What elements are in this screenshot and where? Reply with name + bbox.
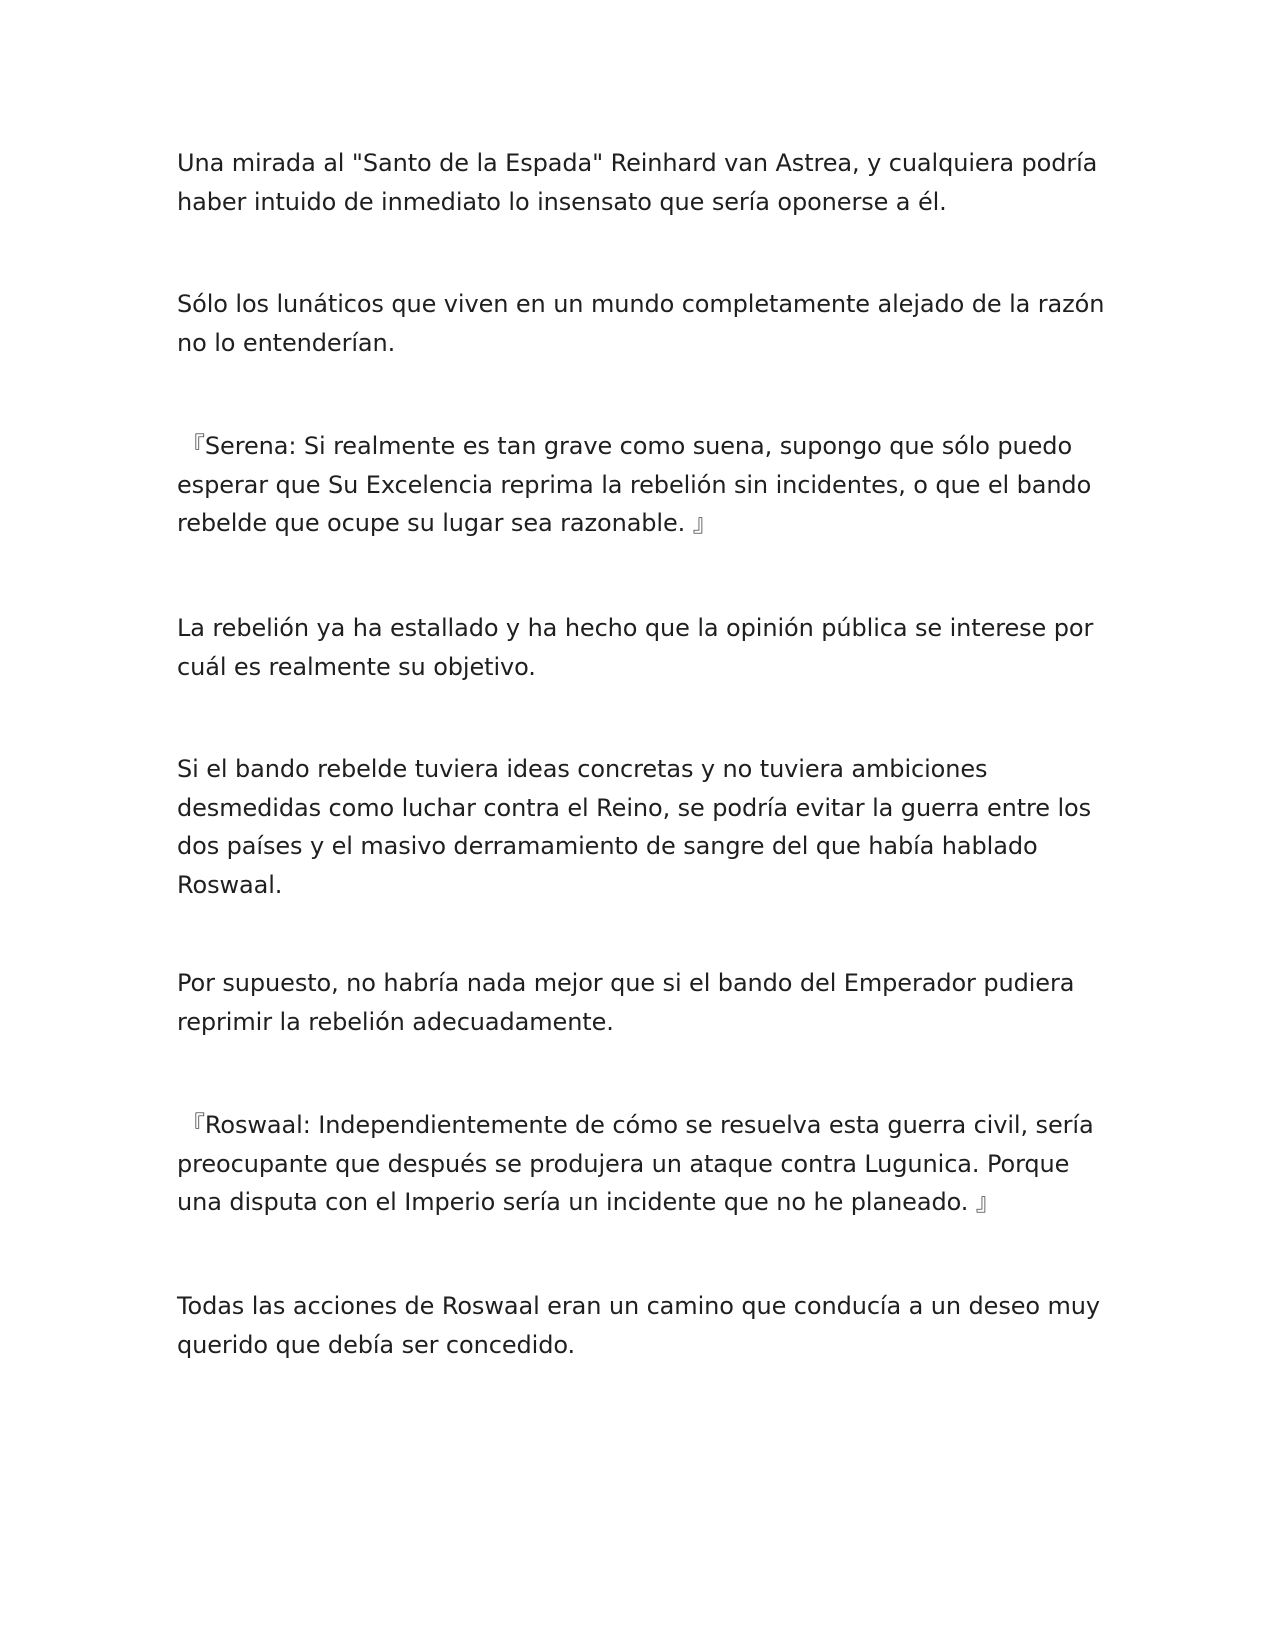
paragraph-lunatics: Sólo los lunáticos que viven en un mundo completamente alejado de la razón no lo entenderían.	[177, 290, 1105, 357]
paragraph-rebellion: La rebelión ya ha estallado y ha hecho que la opinión pública se interese por cuál es realmente su objetivo.	[177, 614, 1094, 681]
paragraph-reinhard-intro: Una mirada al "Santo de la Espada" Reinhard van Astrea, y cualquiera podría haber intuido de inmediato lo insensato que sería oponerse a él.	[177, 149, 1098, 216]
paragraph-roswaal-actions: Todas las acciones de Roswaal eran un camino que conducía a un deseo muy querido que debía ser concedido.	[177, 1292, 1100, 1359]
paragraph-rebel-faction: Si el bando rebelde tuviera ideas concretas y no tuviera ambiciones desmedidas como luchar contra el Reino, se podría evitar la guerra entre los dos países y el masivo derramamiento de sangre del que había hablado Roswaal.	[177, 755, 1092, 899]
paragraph-serena-dialogue: 『Serena: Si realmente es tan grave como suena, supongo que sólo puedo esperar que Su Excelencia reprima la rebelión sin incidentes, o que el bando rebelde que ocupe su lugar sea razonable. 』	[177, 432, 1092, 537]
paragraph-emperor-faction: Por supuesto, no habría nada mejor que si el bando del Emperador pudiera reprimir la rebelión adecuadamente.	[177, 969, 1075, 1036]
paragraph-roswaal-dialogue: 『Roswaal: Independientemente de cómo se resuelva esta guerra civil, sería preocupante que después se produjera un ataque contra Lugunica. Porque una disputa con el Imperio sería un incidente que no he planeado. 』	[177, 1111, 1094, 1216]
